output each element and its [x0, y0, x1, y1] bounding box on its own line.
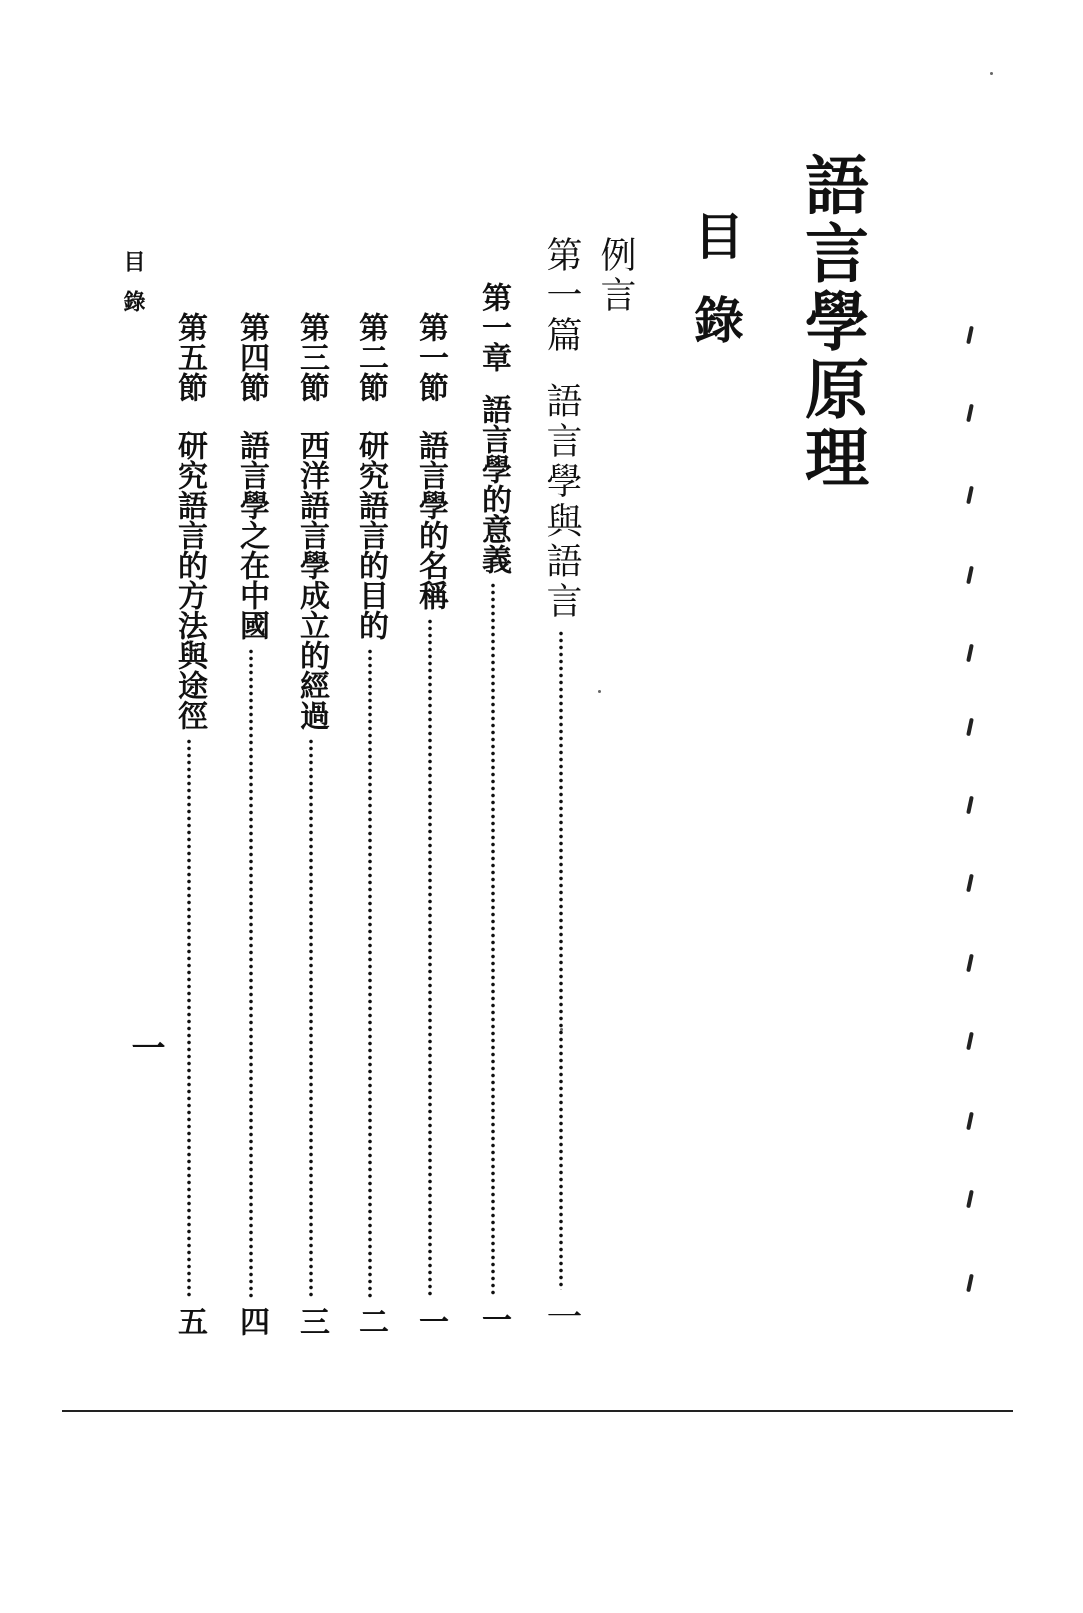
contents-heading: 目錄 [686, 210, 745, 378]
dot-leader [355, 648, 385, 1298]
book-title: 語言學原理 [794, 152, 869, 492]
page-number: 四 [234, 1306, 269, 1336]
toc-entry-section-5[interactable] [172, 312, 207, 1336]
toc-entry-chapter-1[interactable] [476, 282, 511, 1334]
chapter-label: 第一章 [476, 282, 511, 372]
dot-leader [236, 648, 266, 1298]
section-label: 第一節 [413, 312, 448, 402]
toc-entry-preface[interactable]: 例言 [595, 236, 636, 316]
section-title: 語言學之在中國 [234, 430, 269, 640]
dot-leader [478, 582, 508, 1296]
section-title: 研究語言的方法與途徑 [172, 430, 207, 730]
chapter-title: 語言學的意義 [476, 394, 511, 574]
page-number: 一 [476, 1304, 511, 1334]
page-number: 一 [541, 1298, 582, 1334]
dot-leader [415, 618, 445, 1298]
page-number: 一 [413, 1306, 448, 1336]
section-label: 第五節 [172, 312, 207, 402]
toc-entry-section-4[interactable] [234, 312, 269, 1336]
part-title: 語言學與語言 [541, 382, 582, 622]
running-head: 目錄 [120, 250, 146, 330]
section-title: 西洋語言學成立的經過 [294, 430, 329, 730]
page-number: 二 [353, 1306, 388, 1336]
section-label: 第三節 [294, 312, 329, 402]
dot-leader [543, 630, 579, 1290]
section-title: 語言學的名稱 [413, 430, 448, 610]
scan-speck [560, 1028, 563, 1031]
dot-leader [174, 738, 204, 1298]
toc-entry-part-1[interactable] [541, 236, 582, 1334]
page-number: 五 [172, 1306, 207, 1336]
scan-speck [598, 690, 601, 693]
toc-entry-section-3[interactable] [294, 312, 329, 1336]
bottom-rule [62, 1410, 1013, 1412]
folio-page-number: 一 [125, 1030, 165, 1064]
section-label: 第二節 [353, 312, 388, 402]
toc-entry-section-1[interactable] [413, 312, 448, 1336]
section-label: 第四節 [234, 312, 269, 402]
toc-entry-section-2[interactable] [353, 312, 388, 1336]
dot-leader [296, 738, 326, 1298]
scan-speck [990, 72, 993, 75]
section-title: 研究語言的目的 [353, 430, 388, 640]
part-label: 第一篇 [541, 236, 582, 356]
binding-marks [958, 326, 988, 1306]
page-number: 三 [294, 1306, 329, 1336]
